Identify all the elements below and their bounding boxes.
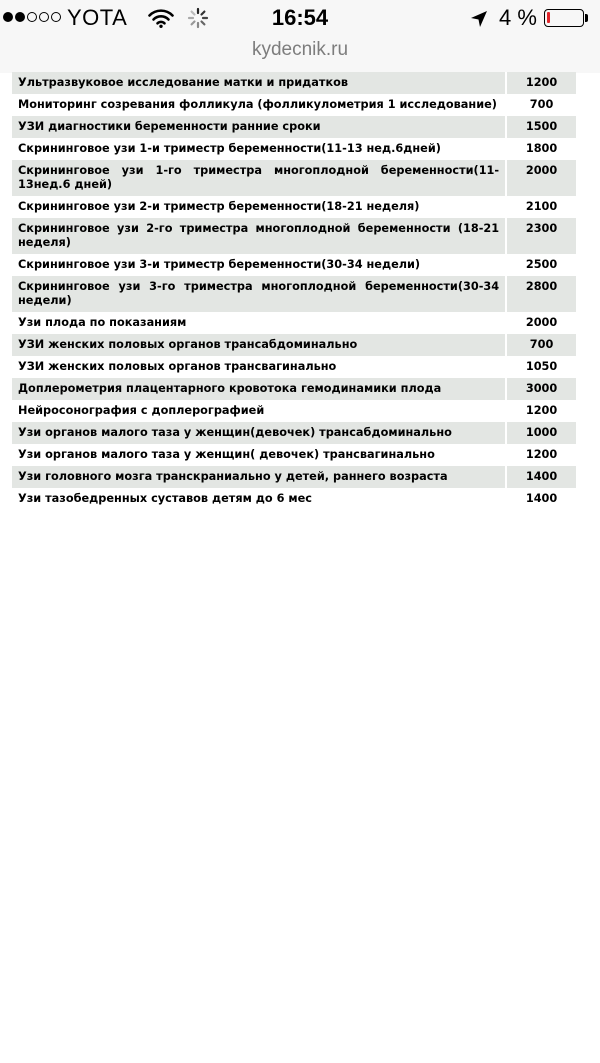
service-price: 2500 bbox=[525, 258, 558, 271]
battery-percentage: 4 % bbox=[499, 5, 537, 30]
price-row bbox=[12, 466, 576, 488]
address-bar-url[interactable]: kydecnik.ru bbox=[251, 39, 349, 60]
price-row bbox=[12, 254, 576, 276]
service-name: Скрининговое узи 1-и триместр беременности(11-13 нед.6дней) bbox=[12, 138, 506, 160]
service-price: 1200 bbox=[506, 72, 576, 94]
service-name: Узи органов малого таза у женщин(девочек) трансабдоминально bbox=[12, 422, 506, 444]
service-name: Узи тазобедренных суставов детям до 6 мес bbox=[12, 488, 506, 510]
price-row bbox=[12, 218, 576, 254]
price-row bbox=[12, 444, 576, 466]
price-row bbox=[12, 488, 576, 510]
service-price: 1400 bbox=[506, 466, 576, 488]
service-name: УЗИ женских половых органов трансвагинально bbox=[12, 356, 506, 378]
price-row bbox=[12, 422, 576, 444]
service-name: УЗИ женских половых органов трансабдоминально bbox=[12, 334, 506, 356]
price-row bbox=[12, 138, 576, 160]
service-name: Узи головного мозга транскраниально у детей, раннего возраста bbox=[12, 466, 506, 488]
service-price: 3000 bbox=[506, 378, 576, 400]
price-row bbox=[12, 400, 576, 422]
service-name: Скрининговое узи 3-и триместр беременности(30-34 недели) bbox=[12, 254, 506, 276]
price-row bbox=[12, 196, 576, 218]
service-price: 700 bbox=[506, 334, 576, 356]
price-row bbox=[12, 94, 576, 116]
price-list-body bbox=[12, 72, 576, 510]
battery-level bbox=[547, 12, 550, 23]
service-name: Скрининговое узи 2-го триместра многоплодной беременности (18-21 неделя) bbox=[12, 218, 506, 254]
price-row bbox=[12, 356, 576, 378]
price-row bbox=[12, 116, 576, 138]
service-name: Скрининговое узи 2-и триместр беременности(18-21 неделя) bbox=[12, 196, 506, 218]
service-price: 1400 bbox=[525, 492, 558, 505]
service-price: 2100 bbox=[525, 200, 558, 213]
service-price: 1200 bbox=[525, 448, 558, 461]
price-row bbox=[12, 276, 576, 312]
service-price: 1800 bbox=[525, 142, 558, 155]
status-bar bbox=[0, 0, 600, 38]
service-name: Нейросонография с доплерографией bbox=[12, 400, 506, 422]
service-name: Скрининговое узи 3-го триместра многоплодной беременности(30-34 недели) bbox=[12, 276, 506, 312]
service-name: Скрининговое узи 1-го триместра многоплодной беременности(11-13нед.6 дней) bbox=[12, 160, 506, 196]
price-row bbox=[12, 72, 576, 94]
location-arrow-icon bbox=[469, 9, 489, 34]
price-list-table bbox=[12, 72, 576, 510]
service-price: 1050 bbox=[525, 360, 558, 373]
service-price: 1000 bbox=[506, 422, 576, 444]
service-price: 2000 bbox=[506, 160, 576, 196]
service-name: Доплерометрия плацентарного кровотока гемодинамики плода bbox=[12, 378, 506, 400]
service-price: 1500 bbox=[506, 116, 576, 138]
service-name: УЗИ диагностики беременности ранние сроки bbox=[12, 116, 506, 138]
browser-chrome bbox=[0, 0, 600, 73]
price-row bbox=[12, 160, 576, 196]
service-price: 2300 bbox=[506, 218, 576, 254]
service-price: 2800 bbox=[506, 276, 576, 312]
price-row bbox=[12, 334, 576, 356]
battery-tip bbox=[585, 14, 588, 22]
service-name: Мониторинг созревания фолликула (фолликулометрия 1 исследование) bbox=[12, 94, 506, 116]
service-price: 700 bbox=[529, 98, 554, 111]
price-row bbox=[12, 378, 576, 400]
battery-icon bbox=[544, 9, 584, 27]
price-row bbox=[12, 312, 576, 334]
carrier-name: YOTA bbox=[67, 5, 128, 30]
service-name: Узи органов малого таза у женщин( девочек) трансвагинально bbox=[12, 444, 506, 466]
service-name: Ультразвуковое исследование матки и придатков bbox=[12, 72, 506, 94]
service-price: 1200 bbox=[525, 404, 558, 417]
service-name: Узи плода по показаниям bbox=[12, 312, 506, 334]
service-price: 2000 bbox=[525, 316, 558, 329]
clock: 16:54 bbox=[271, 5, 329, 30]
